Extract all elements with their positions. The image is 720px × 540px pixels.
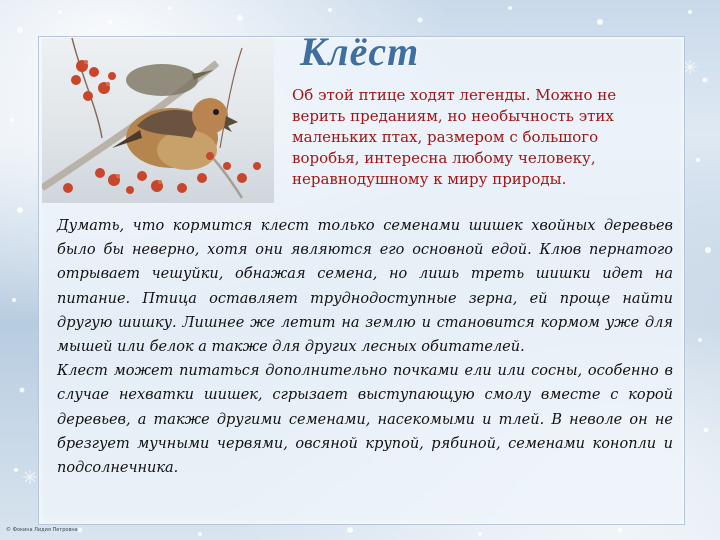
crossbill-photo bbox=[42, 38, 274, 203]
main-text bbox=[57, 214, 673, 480]
intro-text: Об этой птице ходят легенды. Можно не верить преданиям, но необычность этих маленьких птах, размером с большого воробья, интересна любому человеку, неравнодушному к миру природы. bbox=[292, 86, 617, 188]
paragraph-diet: Думать, что кормится клест только семенами шишек хвойных деревьев было бы неверно, хотя они являются его основной едой. Клюв пернатого отрывает чешуйки, обнажая семена, но лишь треть шишки идет на питание. Птица оставляет труднодоступные зерна, ей проще найти другую шишку. Лишнее же летит на землю и становится кормом уже для мышей или белок а также для других лесных обитателей. bbox=[57, 218, 673, 356]
page-title: Клёст bbox=[300, 29, 420, 74]
bird-on-branch-image bbox=[42, 38, 274, 203]
paragraph-extra-food: Клест может питаться дополнительно почками ели или сосны, особенно в случае нехватки шишек, сгрызает выступающую смолу вместе с корой деревьев, а также другими семенами, насекомыми и тлей. В неволе он не брезгует мучными червями, овсяной крупой, рябиной, семенами конопли и подсолнечника. bbox=[57, 363, 673, 477]
author-credit: © Фокина Лидия Петровна bbox=[6, 527, 78, 533]
